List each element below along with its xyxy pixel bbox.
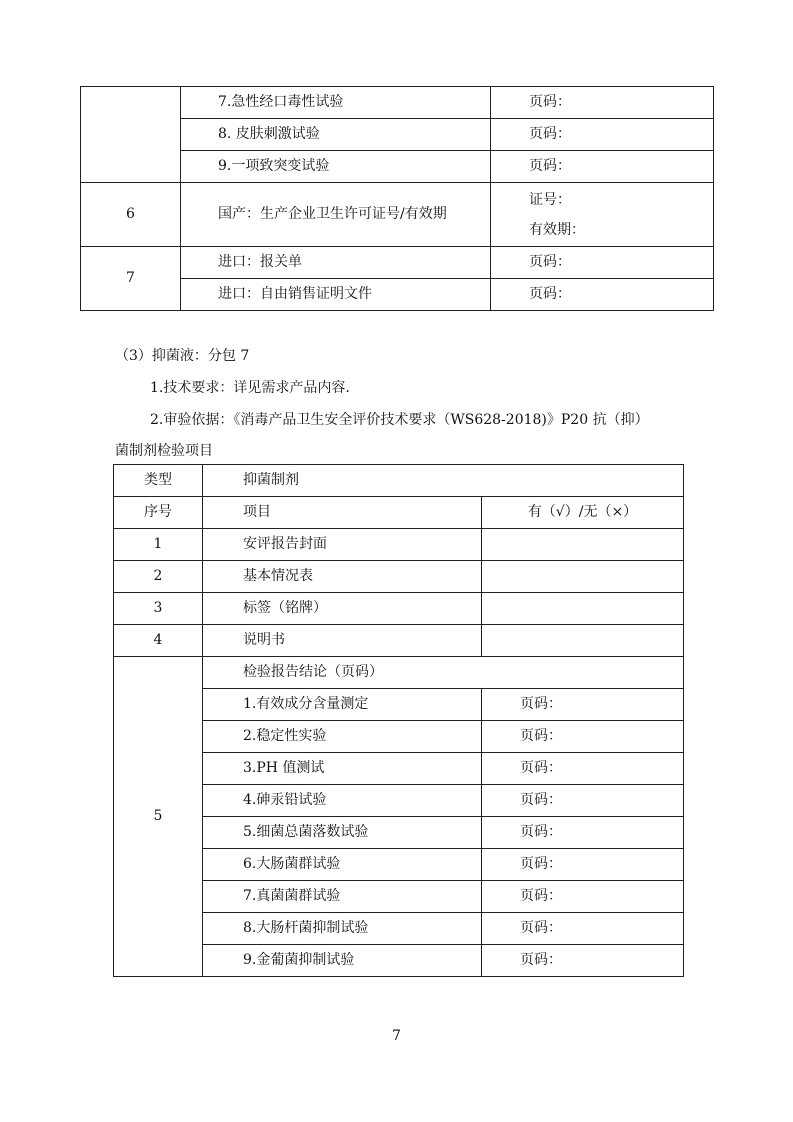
item-cell: 5.细菌总菌落数试验 (203, 817, 482, 849)
item-cell: 进口：自由销售证明文件 (181, 279, 491, 311)
check-cell (482, 593, 684, 625)
check-cell (482, 561, 684, 593)
page-value-cell: 页码： (491, 87, 714, 119)
header-number: 序号 (114, 497, 203, 529)
page-number: 7 (392, 1028, 401, 1044)
check-cell (482, 625, 684, 657)
page-value-cell: 页码： (482, 753, 684, 785)
number-cell: 1 (114, 529, 203, 561)
item-cell: 9.金葡菌抑制试验 (203, 945, 482, 977)
item-cell: 9.一项致突变试验 (181, 151, 491, 183)
item-cell: 8.大肠杆菌抑制试验 (203, 913, 482, 945)
header-row (114, 497, 684, 529)
header-check: 有（√）/无（×） (482, 497, 684, 529)
item-cell: 说明书 (203, 625, 482, 657)
empty-number-cell (81, 87, 181, 183)
item-cell: 7.急性经口毒性试验 (181, 87, 491, 119)
group-title-row (114, 657, 684, 689)
table-row (114, 625, 684, 657)
item-cell: 进口：报关单 (181, 247, 491, 279)
item-cell: 1.有效成分含量测定 (203, 689, 482, 721)
table-row (81, 87, 714, 119)
antibacterial-inspection-table (113, 464, 684, 977)
page-value-cell: 页码： (482, 881, 684, 913)
group-title-cell: 检验报告结论（页码） (203, 657, 684, 689)
check-cell (482, 529, 684, 561)
table-row (81, 183, 714, 247)
page-value-cell: 页码： (482, 849, 684, 881)
number-cell: 7 (81, 247, 181, 311)
table-row (114, 593, 684, 625)
item-cell: 6.大肠菌群试验 (203, 849, 482, 881)
page-value-cell: 页码： (482, 785, 684, 817)
item-cell: 国产：生产企业卫生许可证号/有效期 (181, 183, 491, 247)
page-value-cell: 页码： (491, 247, 714, 279)
item-cell: 3.PH 值测试 (203, 753, 482, 785)
inspection-table-continued (80, 86, 714, 311)
item-cell: 基本情况表 (203, 561, 482, 593)
review-basis-line: 2.审验依据：《消毒产品卫生安全评价技术要求（WS628-2018)》P20 抗（抑） (150, 412, 649, 428)
license-number-label: 证号： (529, 191, 571, 208)
page-value-cell: 页码： (482, 817, 684, 849)
type-row (114, 465, 684, 497)
number-cell: 3 (114, 593, 203, 625)
page-value-cell: 页码： (482, 689, 684, 721)
table-row (114, 561, 684, 593)
type-label-cell: 类型 (114, 465, 203, 497)
number-cell: 2 (114, 561, 203, 593)
item-cell: 8. 皮肤刺激试验 (181, 119, 491, 151)
group-number-cell: 5 (114, 657, 203, 977)
type-value-cell: 抑菌制剂 (203, 465, 684, 497)
number-cell: 6 (81, 183, 181, 247)
section-heading: （3）抑菌液：分包 7 (115, 348, 250, 364)
page-value-cell: 页码： (482, 945, 684, 977)
item-cell: 4.砷汞铅试验 (203, 785, 482, 817)
header-item: 项目 (203, 497, 482, 529)
item-cell: 7.真菌菌群试验 (203, 881, 482, 913)
table-row (114, 529, 684, 561)
page-value-cell: 页码： (491, 119, 714, 151)
validity-label: 有效期： (529, 221, 585, 238)
page-value-cell: 页码： (491, 279, 714, 311)
number-cell: 4 (114, 625, 203, 657)
item-cell: 安评报告封面 (203, 529, 482, 561)
review-basis-line-continued: 菌制剂检验项目 (115, 443, 213, 459)
page-value-cell: 页码： (482, 913, 684, 945)
license-value-cell (491, 183, 714, 247)
technical-requirement-line: 1.技术要求：详见需求产品内容. (150, 380, 350, 396)
item-cell: 标签（铭牌） (203, 593, 482, 625)
table-row (81, 247, 714, 279)
page-value-cell: 页码： (482, 721, 684, 753)
item-cell: 2.稳定性实验 (203, 721, 482, 753)
page-value-cell: 页码： (491, 151, 714, 183)
